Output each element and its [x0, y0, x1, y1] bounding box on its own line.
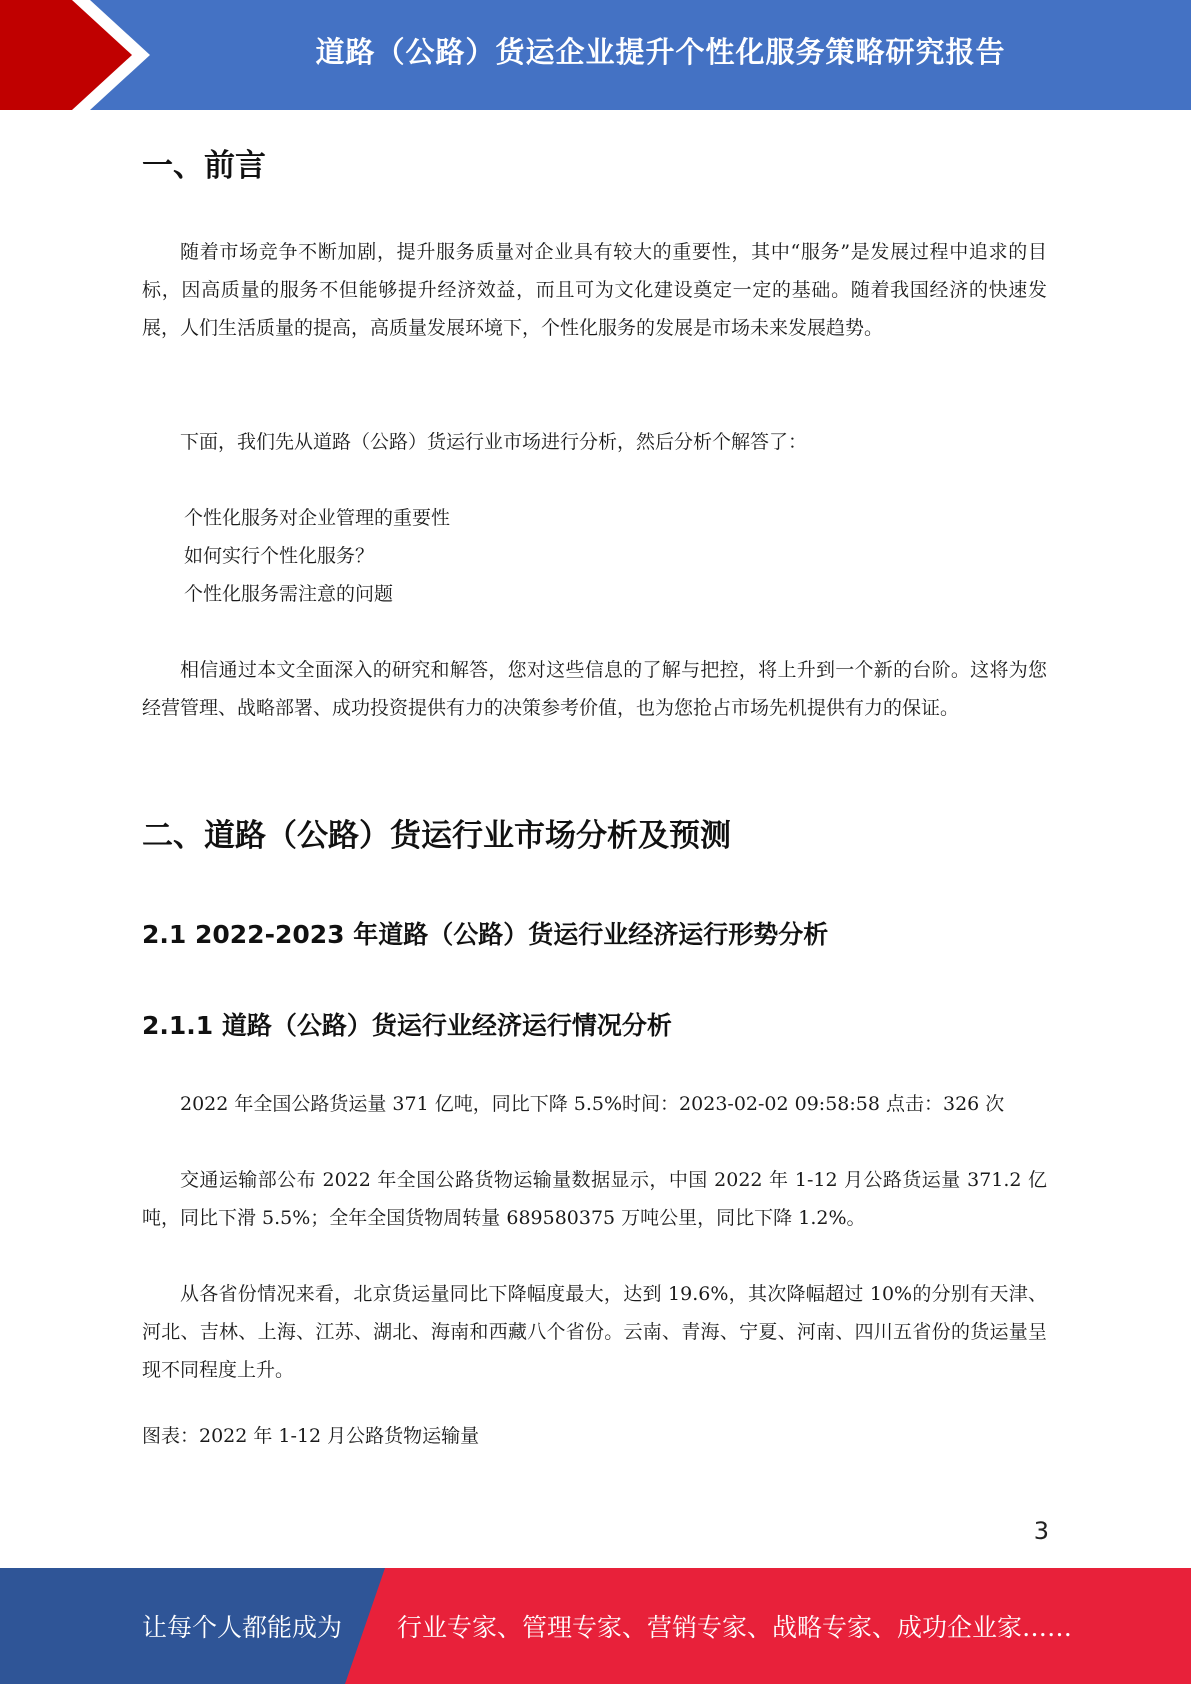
subsection-heading-2-1-1: 2.1.1 道路（公路）货运行业经济运行情况分析 — [142, 1011, 672, 1040]
list-item: 个性化服务对企业管理的重要性 — [184, 507, 451, 529]
market-paragraph-1: 2022 年全国公路货运量 371 亿吨，同比下降 5.5%时间：2023-02-02 09:58:58 点击：326 次 — [180, 1093, 1005, 1115]
page-footer — [0, 1568, 1191, 1684]
report-title: 道路（公路）货运企业提升个性化服务策略研究报告 — [315, 34, 1006, 69]
preface-paragraph-3: 相信通过本文全面深入的研究和解答，您对这些信息的了解与把控，将上升到一个新的台阶。这将为您经营管理、战略部署、成功投资提供有力的决策参考价值，也为您抢占市场先机提供有力的保证。 — [142, 659, 1047, 719]
preface-paragraph-1: 随着市场竞争不断加剧，提升服务质量对企业具有较大的重要性，其中“服务”是发展过程中追求的目标，因高质量的服务不但能够提升经济效益，而且可为文化建设奠定一定的基础。随着我国经济的快速发展，人们生活质量的提高，高质量发展环境下，个性化服务的发展是市场未来发展趋势。 — [142, 241, 1047, 339]
list-item: 个性化服务需注意的问题 — [184, 583, 394, 605]
chart-caption: 图表：2022 年 1-12 月公路货物运输量 — [142, 1425, 480, 1447]
market-paragraph-3: 从各省份情况来看，北京货运量同比下降幅度最大，达到 19.6%，其次降幅超过 10%的分别有天津、河北、吉林、上海、江苏、湖北、海南和西藏八个省份。云南、青海、宁夏、河南、四川五省份的货运量呈现不同程度上升。 — [142, 1283, 1047, 1381]
page-header — [0, 0, 1191, 110]
subsection-heading-2-1: 2.1 2022-2023 年道路（公路）货运行业经济运行形势分析 — [142, 920, 829, 949]
section-heading-market: 二、道路（公路）货运行业市场分析及预测 — [142, 818, 731, 854]
page-number: 3 — [1033, 1517, 1049, 1545]
list-item: 如何实行个性化服务？ — [184, 545, 375, 567]
section-heading-preface: 一、前言 — [142, 148, 266, 184]
footer-slogan-left: 让每个人都能成为 — [142, 1613, 343, 1642]
preface-paragraph-2: 下面，我们先从道路（公路）货运行业市场进行分析，然后分析个解答了： — [180, 431, 808, 453]
market-paragraph-2: 交通运输部公布 2022 年全国公路货物运输量数据显示，中国 2022 年 1-12 月公路货运量 371.2 亿吨，同比下滑 5.5%；全年全国货物周转量 689580375 万吨公里，同比下降 1.2%。 — [142, 1169, 1047, 1229]
footer-slogan-right: 行业专家、管理专家、营销专家、战略专家、成功企业家…… — [397, 1613, 1073, 1642]
